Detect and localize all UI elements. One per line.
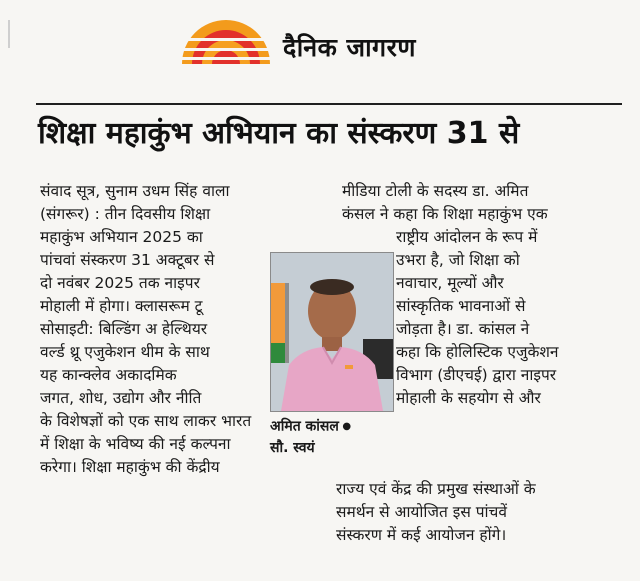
masthead (0, 0, 640, 95)
article-line: जोड़ता है। डा. कांसल ने (396, 320, 530, 338)
article-line: समर्थन से आयोजित इस पांचवें (336, 503, 508, 521)
article-line: वर्ल्ड थ्रू एजुकेशन थीम के साथ (40, 343, 210, 361)
article-line: सांस्कृतिक भावनाओं से (396, 297, 526, 315)
caption-name: अमित कांसल (270, 418, 339, 435)
article-line: कहा कि होलिस्टिक एजुकेशन (396, 343, 559, 361)
article-line: विभाग (डीएचई) द्वारा नाइपर (396, 366, 557, 384)
article-line: दो नवंबर 2025 तक नाइपर (40, 274, 200, 292)
article-line: राज्य एवं केंद्र की प्रमुख संस्थाओं के (336, 480, 536, 498)
article-right-bottom (336, 478, 536, 547)
article-line: कंसल ने कहा कि शिक्षा महाकुंभ एक (342, 205, 548, 223)
newspaper-brand: दैनिक जागरण (283, 33, 416, 62)
article-line: के विशेषज्ञों को एक साथ लाकर भारत (40, 412, 252, 430)
bullet-icon: ● (338, 421, 352, 432)
article-line: संस्करण में कई आयोजन होंगे। (336, 526, 507, 544)
article-line: मोहाली के सहयोग से और (396, 389, 541, 407)
photo-caption (270, 416, 351, 459)
article-line: (संगरूर) : तीन दिवसीय शिक्षा (40, 205, 211, 223)
article-right-top (342, 180, 548, 226)
article-line: महाकुंभ अभियान 2025 का (40, 228, 203, 246)
article-line: नवाचार, मूल्यों और (396, 274, 504, 292)
article-line: मीडिया टोली के सदस्य डा. अमित (342, 182, 529, 200)
article-left-column (40, 180, 251, 479)
article-line: यह कान्क्लेव अकादमिक (40, 366, 177, 384)
caption-credit: सौ. स्वयं (270, 439, 315, 456)
article-line: मोहाली में होगा। क्लासरूम टू (40, 297, 203, 315)
portrait-illustration (271, 253, 393, 411)
article-line: उभरा है, जो शिक्षा को (396, 251, 520, 269)
article-line: संवाद सूत्र, सुनाम उधम सिंह वाला (40, 182, 230, 200)
headline-rule (36, 103, 622, 105)
article-line: पांचवां संस्करण 31 अक्टूबर से (40, 251, 215, 269)
portrait-photo (270, 252, 394, 412)
article-line: सोसाइटी: बिल्डिंग अ हेल्थियर (40, 320, 208, 338)
article-line: जगत, शोध, उद्योग और नीति (40, 389, 202, 407)
article-line: में शिक्षा के भविष्य की नई कल्पना (40, 435, 231, 453)
article-line: करेगा। शिक्षा महाकुंभ की केंद्रीय (40, 458, 220, 476)
article-right-column (396, 226, 559, 410)
rising-sun-logo-icon (178, 18, 274, 66)
article-headline: शिक्षा महाकुंभ अभियान का संस्करण 31 से (38, 116, 520, 151)
article-line: राष्ट्रीय आंदोलन के रूप में (396, 228, 538, 246)
